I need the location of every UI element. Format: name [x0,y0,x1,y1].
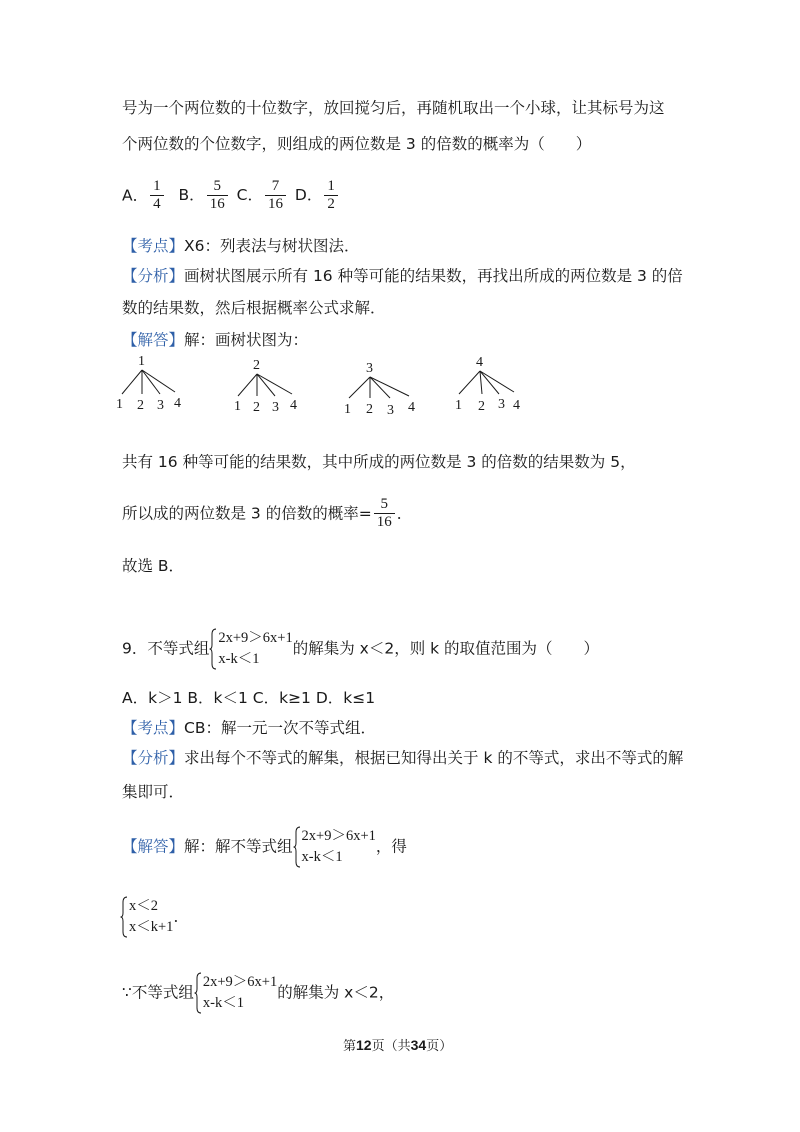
jieda-prefix: 解：解不等式组 [184,837,293,856]
footer-total-pages: 34 [410,1037,427,1053]
left-brace-icon [120,896,128,938]
tree-leaf: 4 [290,398,297,413]
tree-leaf: 1 [344,402,351,417]
fraction-numerator: 1 [153,178,161,194]
q9-stem [122,628,599,670]
page-footer [343,1035,452,1054]
footer-page-number: 12 [356,1037,372,1053]
fenxi-tag: 【分析】 [122,749,185,767]
q8-jieda [122,328,308,350]
q8-answer: 故选 B． [122,557,185,575]
tree-root: 3 [366,361,373,376]
because-suffix: 的解集为 x＜2， [277,983,395,1002]
q9-fenxi [122,746,683,768]
q8-probability [122,496,412,532]
tree-leaf: 2 [366,402,373,417]
q8-option-b-fraction [207,178,228,214]
tree-leaf: 3 [157,398,164,413]
q8-option-d-label: D． [294,186,323,205]
tree-root: 2 [253,358,260,373]
prob-suffix: ． [396,504,413,523]
system-row-2: x-k＜1 [301,849,343,866]
prob-fraction [374,496,395,532]
footer-mid: 页（共 [371,1038,411,1053]
left-brace-icon [194,972,202,1014]
tree-leaf: 1 [116,397,123,412]
q8-fenxi [122,264,683,286]
tree-4 [455,355,520,414]
fraction-denominator: 16 [207,195,228,213]
kaodian-text: CB：解一元一次不等式组． [184,719,376,737]
tree-leaf: 1 [234,399,241,414]
jieda-suffix: ，得 [375,837,407,856]
q9-kaodian [122,716,376,738]
tree-leaf: 2 [253,400,260,415]
system-row-2: x＜k+1 [129,919,174,936]
q9-fenxi-line2: 集即可． [122,783,185,801]
q8-option-c-label: C． [236,186,263,205]
tree-1 [116,354,181,413]
q9-inequality-system [209,628,292,670]
solved-suffix: ． [173,907,189,926]
fraction-numerator: 1 [327,178,335,194]
tree-3 [344,361,415,418]
tree-leaf: 4 [408,400,415,415]
tree-diagram-svg [112,352,542,422]
fraction-numerator: 5 [380,496,388,512]
q9-because [122,972,394,1014]
fenxi-line1: 画树状图展示所有 16 种等可能的结果数，再找出所成的两位数是 3 的倍 [184,267,683,285]
tree-leaf: 4 [513,398,520,413]
jieda-tag: 【解答】 [122,331,185,349]
fraction-denominator: 4 [150,195,164,213]
kaodian-tag: 【考点】 [122,237,185,255]
kaodian-text: X6：列表法与树状图法． [184,237,360,255]
kaodian-tag: 【考点】 [122,719,185,737]
q9-stem-prefix: 9．不等式组 [122,639,210,658]
q8-stem-line1: 号为一个两位数的十位数字，放回搅匀后，再随机取出一个小球，让其标号为这 [122,99,665,117]
q9-jieda [122,826,407,868]
fraction-numerator: 7 [271,178,280,194]
tree-leaf: 2 [137,398,144,413]
q9-options: A．k＞1 B．k＜1 C．k≥1 D．k≤1 [122,689,376,707]
jieda-tag: 【解答】 [122,837,185,856]
q8-result-line: 共有 16 种等可能的结果数，其中所成的两位数是 3 的倍数的结果数为 5， [122,453,636,471]
because-inequality-system [194,972,277,1014]
tree-leaf: 4 [174,396,181,411]
tree-root: 1 [138,354,145,369]
q8-option-c-fraction [265,178,286,214]
solved-inequality-system [120,896,173,938]
tree-leaf: 3 [272,400,279,415]
left-brace-icon [209,628,217,670]
q9-solved [120,896,189,938]
q8-option-b-label: B． [178,186,205,205]
system-row-2: x-k＜1 [202,995,244,1012]
q8-stem-line2: 个两位数的个位数字，则组成的两位数是 3 的倍数的概率为（ ） [122,135,592,153]
fenxi-tag: 【分析】 [122,267,185,285]
system-row-2: x-k＜1 [218,651,260,668]
tree-leaf: 3 [387,403,394,418]
footer-pre: 第 [343,1038,357,1053]
q8-option-a-label: A． [122,186,149,205]
q8-option-a-fraction [150,178,164,214]
tree-2 [234,358,297,415]
fraction-denominator: 2 [324,195,338,213]
tree-leaf: 2 [478,399,485,414]
fraction-denominator: 16 [265,195,286,213]
tree-leaf: 1 [455,398,462,413]
system-row-1: 2x+9＞6x+1 [202,974,278,990]
q8-options [122,178,340,214]
footer-post: 页） [426,1038,453,1053]
left-brace-icon [293,826,301,868]
q8-option-d-fraction [324,178,338,214]
tree-diagram [112,352,542,422]
jieda-text: 解：画树状图为： [184,331,309,349]
fraction-denominator: 16 [374,513,395,531]
because-prefix: ∵不等式组 [122,983,194,1002]
system-row-1: x＜2 [129,898,158,914]
q9-stem-suffix: 的解集为 x＜2，则 k 的取值范围为（ ） [292,639,600,658]
prob-prefix: 所以成的两位数是 3 的倍数的概率= [122,504,372,523]
q8-kaodian [122,234,360,256]
jieda-inequality-system [293,826,376,868]
system-row-1: 2x+9＞6x+1 [218,630,293,646]
system-row-1: 2x+9＞6x+1 [301,828,376,844]
tree-root: 4 [476,355,483,370]
fenxi-line1: 求出每个不等式的解集，根据已知得出关于 k 的不等式，求出不等式的解 [184,749,684,767]
fraction-numerator: 5 [213,178,221,194]
tree-leaf: 3 [498,397,505,412]
q8-fenxi-line2: 数的结果数，然后根据概率公式求解． [122,299,386,317]
